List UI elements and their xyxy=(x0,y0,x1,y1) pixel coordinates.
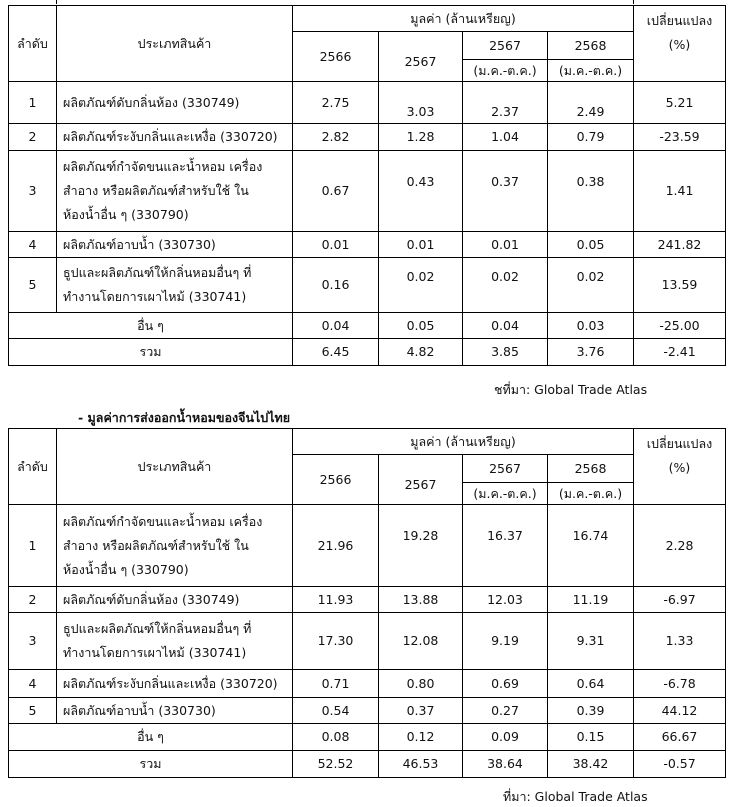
year-2566-header: 2566 xyxy=(293,455,379,505)
table-row xyxy=(9,232,726,258)
value-cell: 0.38 xyxy=(548,151,634,232)
change-cell: 1.33 xyxy=(634,613,726,670)
value-cell: 12.03 xyxy=(463,587,548,613)
value-cell: 3.03 xyxy=(379,82,463,124)
change-cell: -2.41 xyxy=(634,339,726,366)
value-cell: 4.82 xyxy=(379,339,463,366)
value-cell: 0.15 xyxy=(548,724,634,751)
change-cell: 241.82 xyxy=(634,232,726,258)
change-cell: 66.67 xyxy=(634,724,726,751)
change-cell: 1.41 xyxy=(634,151,726,232)
value-cell: 6.45 xyxy=(293,339,379,366)
value-cell: 0.16 xyxy=(293,258,379,313)
value-cell: 0.01 xyxy=(463,232,548,258)
year-2568-partial-header: 2568 xyxy=(548,455,634,483)
table-row xyxy=(9,670,726,698)
value-cell: 0.37 xyxy=(463,151,548,232)
value-cell: 9.19 xyxy=(463,613,548,670)
value-cell: 0.54 xyxy=(293,698,379,724)
value-cell: 0.04 xyxy=(463,313,548,339)
table-row xyxy=(9,124,726,151)
change-header: เปลี่ยนแปลง xyxy=(634,429,726,455)
rank-cell: 3 xyxy=(9,151,57,232)
total-row xyxy=(9,339,726,366)
total-row xyxy=(9,751,726,778)
period-header: (ม.ค.-ต.ค.) xyxy=(463,60,548,82)
value-cell: 0.08 xyxy=(293,724,379,751)
value-cell: 0.69 xyxy=(463,670,548,698)
value-cell: 0.03 xyxy=(548,313,634,339)
value-cell: 19.28 xyxy=(379,505,463,587)
rank-cell: 2 xyxy=(9,124,57,151)
value-cell: 0.05 xyxy=(379,313,463,339)
section2-title: - มูลค่าการส่งออกน้ำหอมของจีนไปไทย xyxy=(78,410,291,425)
table-row xyxy=(9,613,726,670)
rank-cell: 5 xyxy=(9,258,57,313)
product-cell: ผลิตภัณฑ์ดับกลิ่นห้อง (330749) xyxy=(57,587,293,613)
product-cell: ผลิตภัณฑ์กำจัดขนและน้ำหอม เครื่องสำอาง หรือผลิตภัณฑ์สำหรับใช้ ในห้องน้ำอื่น ๆ (330790) xyxy=(57,151,293,232)
value-cell: 0.02 xyxy=(379,258,463,313)
change-cell: -25.00 xyxy=(634,313,726,339)
year-2567-partial-header: 2567 xyxy=(463,455,548,483)
product-cell: ผลิตภัณฑ์กำจัดขนและน้ำหอม เครื่องสำอาง หรือผลิตภัณฑ์สำหรับใช้ ในห้องน้ำอื่น ๆ (330790) xyxy=(57,505,293,587)
value-cell: 0.02 xyxy=(548,258,634,313)
value-cell: 0.02 xyxy=(463,258,548,313)
table-row xyxy=(9,151,726,232)
value-cell: 11.19 xyxy=(548,587,634,613)
value-cell: 16.74 xyxy=(548,505,634,587)
value-cell: 2.75 xyxy=(293,82,379,124)
product-cell: ผลิตภัณฑ์ระงับกลิ่นและเหงื่อ (330720) xyxy=(57,670,293,698)
value-cell: 0.05 xyxy=(548,232,634,258)
year-2567-partial-header: 2567 xyxy=(463,32,548,60)
export-table xyxy=(8,428,726,778)
others-label: อื่น ๆ xyxy=(9,724,293,751)
value-cell: 0.80 xyxy=(379,670,463,698)
table-row xyxy=(9,698,726,724)
table1-source: ชที่มา: Global Trade Atlas xyxy=(494,382,648,397)
change-cell: -6.78 xyxy=(634,670,726,698)
value-cell: 0.01 xyxy=(379,232,463,258)
pct-header: (%) xyxy=(634,455,726,505)
value-cell: 16.37 xyxy=(463,505,548,587)
import-table xyxy=(8,5,726,366)
value-group-header: มูลค่า (ล้านเหรียญ) xyxy=(293,429,634,455)
rank-cell: 5 xyxy=(9,698,57,724)
value-cell: 0.04 xyxy=(293,313,379,339)
value-cell: 13.88 xyxy=(379,587,463,613)
change-cell: -23.59 xyxy=(634,124,726,151)
period-header: (ม.ค.-ต.ค.) xyxy=(548,60,634,82)
period-header: (ม.ค.-ต.ค.) xyxy=(463,483,548,505)
value-cell: 0.64 xyxy=(548,670,634,698)
product-cell: ผลิตภัณฑ์ดับกลิ่นห้อง (330749) xyxy=(57,82,293,124)
value-cell: 2.82 xyxy=(293,124,379,151)
total-label: รวม xyxy=(9,339,293,366)
others-label: อื่น ๆ xyxy=(9,313,293,339)
product-cell: ผลิตภัณฑ์อาบน้ำ (330730) xyxy=(57,698,293,724)
value-cell: 0.67 xyxy=(293,151,379,232)
value-cell: 9.31 xyxy=(548,613,634,670)
value-cell: 0.79 xyxy=(548,124,634,151)
value-cell: 1.04 xyxy=(463,124,548,151)
value-cell: 21.96 xyxy=(293,505,379,587)
rank-cell: 3 xyxy=(9,613,57,670)
change-cell: -6.97 xyxy=(634,587,726,613)
rank-cell: 1 xyxy=(9,505,57,587)
product-type-header: ประเภทสินค้า xyxy=(57,429,293,505)
product-type-header: ประเภทสินค้า xyxy=(57,6,293,82)
change-cell: 13.59 xyxy=(634,258,726,313)
rank-header: ลำดับ xyxy=(9,429,57,505)
value-cell: 0.37 xyxy=(379,698,463,724)
value-cell: 3.76 xyxy=(548,339,634,366)
product-cell: ผลิตภัณฑ์ระงับกลิ่นและเหงื่อ (330720) xyxy=(57,124,293,151)
others-row xyxy=(9,724,726,751)
table-row xyxy=(9,587,726,613)
product-cell: ผลิตภัณฑ์อาบน้ำ (330730) xyxy=(57,232,293,258)
change-cell: 44.12 xyxy=(634,698,726,724)
value-cell: 2.49 xyxy=(548,82,634,124)
change-cell: -0.57 xyxy=(634,751,726,778)
table-row xyxy=(9,505,726,587)
value-cell: 0.27 xyxy=(463,698,548,724)
value-cell: 0.39 xyxy=(548,698,634,724)
table-row xyxy=(9,258,726,313)
year-2566-header: 2566 xyxy=(293,32,379,82)
value-cell: 2.37 xyxy=(463,82,548,124)
change-header: เปลี่ยนแปลง xyxy=(634,6,726,32)
value-cell: 0.71 xyxy=(293,670,379,698)
pct-header: (%) xyxy=(634,32,726,82)
value-cell: 0.12 xyxy=(379,724,463,751)
rank-cell: 4 xyxy=(9,232,57,258)
change-cell: 2.28 xyxy=(634,505,726,587)
product-cell: ธูปและผลิตภัณฑ์ให้กลิ่นหอมอื่นๆ ที่ ทำงานโดยการเผาไหม้ (330741) xyxy=(57,613,293,670)
value-cell: 0.43 xyxy=(379,151,463,232)
value-cell: 1.28 xyxy=(379,124,463,151)
value-cell: 17.30 xyxy=(293,613,379,670)
rank-cell: 2 xyxy=(9,587,57,613)
value-cell: 46.53 xyxy=(379,751,463,778)
year-2567-header: 2567 xyxy=(379,455,463,505)
value-cell: 3.85 xyxy=(463,339,548,366)
rank-header: ลำดับ xyxy=(9,6,57,82)
others-row xyxy=(9,313,726,339)
rank-cell: 1 xyxy=(9,82,57,124)
value-cell: 0.09 xyxy=(463,724,548,751)
year-2567-header: 2567 xyxy=(379,32,463,82)
rank-cell: 4 xyxy=(9,670,57,698)
table-row xyxy=(9,82,726,124)
change-cell: 5.21 xyxy=(634,82,726,124)
value-cell: 38.64 xyxy=(463,751,548,778)
value-group-header: มูลค่า (ล้านเหรียญ) xyxy=(293,6,634,32)
product-cell: ธูปและผลิตภัณฑ์ให้กลิ่นหอมอื่นๆ ที่ ทำงานโดยการเผาไหม้ (330741) xyxy=(57,258,293,313)
value-cell: 52.52 xyxy=(293,751,379,778)
year-2568-partial-header: 2568 xyxy=(548,32,634,60)
value-cell: 0.01 xyxy=(293,232,379,258)
value-cell: 38.42 xyxy=(548,751,634,778)
period-header: (ม.ค.-ต.ค.) xyxy=(548,483,634,505)
table2-source: ที่มา: Global Trade Atlas xyxy=(503,789,648,804)
previous-table-edge xyxy=(56,0,634,4)
value-cell: 12.08 xyxy=(379,613,463,670)
total-label: รวม xyxy=(9,751,293,778)
value-cell: 11.93 xyxy=(293,587,379,613)
